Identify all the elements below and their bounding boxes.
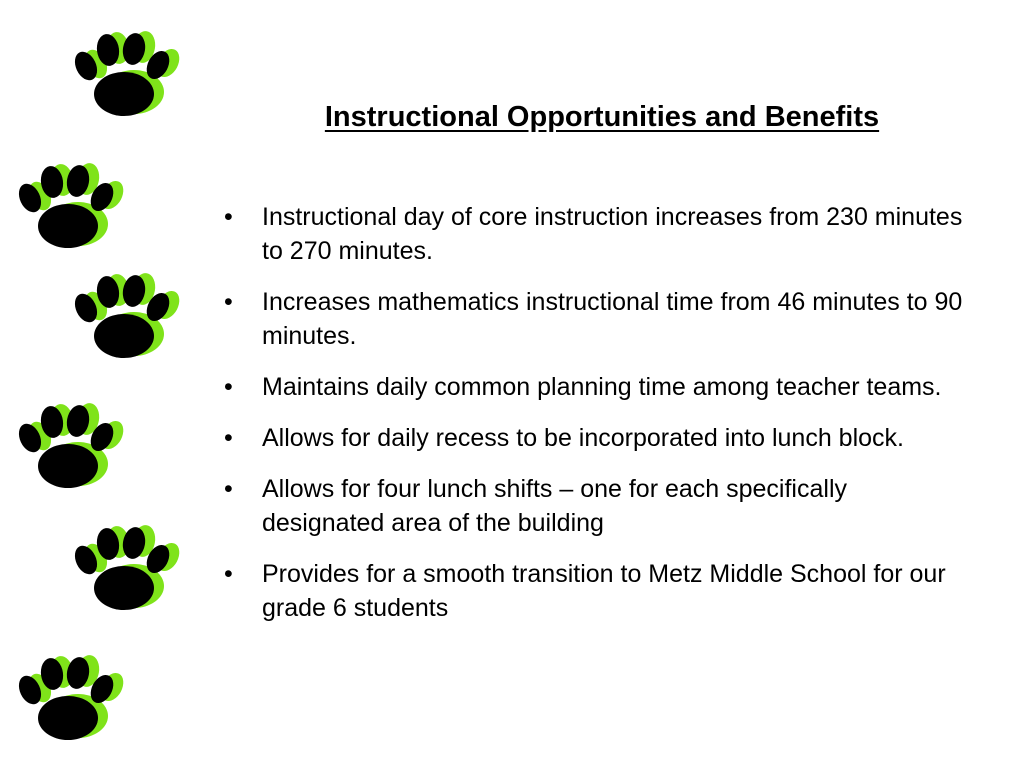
bullet-marker: • [224, 475, 233, 503]
bullet-marker: • [224, 288, 233, 316]
bullet-text: Increases mathematics instructional time from 46 minutes to 90 minutes. [262, 288, 963, 350]
paw-print-icon [16, 404, 126, 504]
bullet-marker: • [224, 560, 233, 588]
bullet-item [224, 421, 964, 455]
bullet-text: Allows for daily recess to be incorporated into lunch block. [262, 424, 904, 452]
bullet-marker: • [224, 424, 233, 452]
bullet-item [224, 285, 964, 353]
bullet-text: Provides for a smooth transition to Metz Middle School for our grade 6 students [262, 560, 946, 622]
bullet-item [224, 200, 964, 268]
slide-title: Instructional Opportunities and Benefits [324, 101, 880, 133]
bullet-item [224, 472, 964, 540]
paw-print-icon [16, 164, 126, 264]
paw-print-icon [72, 274, 182, 374]
bullet-text: Instructional day of core instruction increases from 230 minutes to 270 minutes. [262, 203, 963, 265]
paw-print-icon [72, 32, 182, 132]
bullet-text: Maintains daily common planning time among teacher teams. [262, 373, 942, 401]
bullet-marker: • [224, 373, 233, 401]
paw-print-icon [72, 526, 182, 626]
bullet-text: Allows for four lunch shifts – one for each specifically designated area of the building [262, 475, 847, 537]
bullet-list [224, 200, 964, 642]
paw-print-icon [16, 656, 126, 756]
bullet-item [224, 370, 964, 404]
bullet-item [224, 557, 964, 625]
bullet-marker: • [224, 203, 233, 231]
